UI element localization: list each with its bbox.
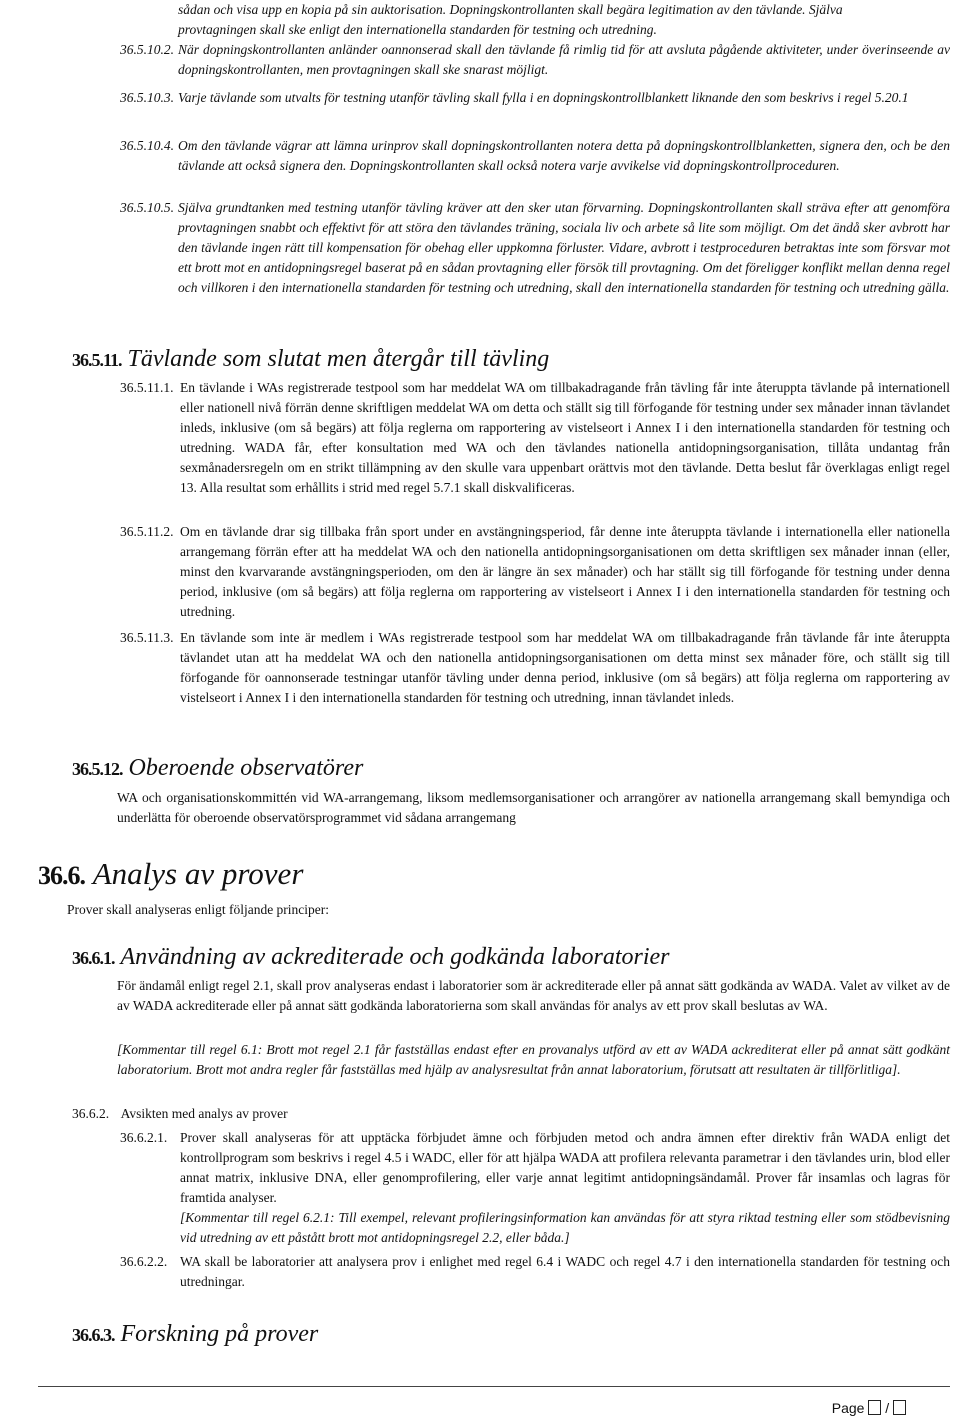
clause-number: 36.6.2.1.	[120, 1130, 168, 1145]
clause-text: Själva grundtanken med testning utanför tävling kräver att den sker utan förvarning. Dopningskontrollanten skall sträva efter att genomföra provtagningen snabbt och effektivt för att störa den tävlandes träning, sociala liv och arbete så lite som möjligt. Om det ändå sker avbrott har den tävlande ingen rätt till kompensation för obehag eller uppkomna förluster. Vidare, avbrott i testproceduren betraktas inte som försvar mot ett brott mot en antidopningsregel baserat på en sådan provtagning eller försök till provtagning. Om det föreligger konflikt mellan denna regel och villkoren i den internationella standarden för testning och utredning, skall den internationella standarden för testning och utredning gälla.	[178, 200, 950, 295]
heading-title: Användning av ackrediterade och godkända laboratorier	[120, 944, 670, 970]
continuation-text	[178, 0, 950, 40]
section-heading-36-5-12	[72, 753, 363, 784]
page-label: Page	[831, 1400, 865, 1416]
heading-title: Oberoende observatörer	[128, 755, 364, 781]
page-total-placeholder-icon	[893, 1400, 906, 1415]
paragraph-accredited-labs: För ändamål enligt regel 2.1, skall prov analyseras endast i laboratorier som är ackrediterade eller på annat sätt godkända av WADA. Valet av vilket av de av WADA ackrediterade eller på annat sätt godkända laboratorierna som skall användas för analys av ett prov skall beslutas av WA.	[117, 978, 950, 1013]
clause-36-5-10-4	[120, 136, 950, 176]
page-footer	[832, 1398, 906, 1418]
clause-text: Prover skall analyseras för att upptäcka förbjudet ämne och förbjuden metod och andra ämnen efter direktiv från WADA enligt det kontrollprogram som beskrivs i regel 4.5 i WADC, eller för att hjälpa WADA att profilera relevanta parametrar i den tävlandes urin, blod eller annat matrix, inklusive DNA, eller genomprofilering, eller varje annat legitimt antidopningsändamål. Prover får insamlas och lagras för framtida analyser.	[180, 1130, 950, 1205]
text-line: sådan och visa upp en kopia på sin auktorisation. Dopningskontrollanten skall begära legitimation av den tävlande. Själva	[178, 2, 843, 17]
page-number-placeholder-icon	[868, 1400, 881, 1415]
clause-number: 36.5.10.5.	[120, 200, 174, 215]
heading-number: 36.5.12.	[72, 759, 123, 779]
subsection-36-6-2	[72, 1104, 772, 1124]
comment-rule-6-1: [Kommentar till regel 6.1: Brott mot regel 2.1 får fastställas endast efter en provanalys utförd av ett av WADA ackrediterat eller på annat sätt godkänt laboratorium. Brott mot andra regler får fastställas med hjälp av analysresultat från annat laboratorium, förutsatt att resultaten är tillförlitliga].	[117, 1042, 950, 1077]
clause-36-5-11-2	[120, 522, 950, 622]
clause-number: 36.5.10.3.	[120, 90, 174, 105]
subsection-number: 36.6.2.	[72, 1106, 110, 1121]
clause-comment: [Kommentar till regel 6.2.1: Till exempel, relevant profileringsinformation kan användas för att styra riktad testning eller som stödbevisning vid utredning av ett påstått brott mot antidopningsregel 2.2, eller båda.]	[180, 1210, 950, 1245]
clause-number: 36.5.10.2.	[120, 42, 174, 57]
heading-number: 36.6.	[38, 861, 85, 890]
clause-36-5-11-3	[120, 628, 950, 708]
section-heading-36-6-1	[72, 942, 670, 973]
footer-divider	[38, 1386, 950, 1387]
clause-number: 36.6.2.2.	[120, 1254, 168, 1269]
text-line: provtagningen skall ske enligt den internationella standarden för testning och utredning.	[178, 22, 657, 37]
paragraph-independent-observers: WA och organisationskommittén vid WA-arrangemang, liksom medlemsorganisationer och arrangörer av nationella arrangemang skall bemyndiga och underlätta för oberoende observatörsprogrammet vid sådana arrangemang	[117, 790, 950, 825]
subsection-title: Avsikten med analys av prover	[120, 1106, 288, 1121]
section-heading-36-6-3	[72, 1319, 318, 1350]
clause-text: En tävlande i WAs registrerade testpool som har meddelat WA om tillbakadragande från tävling får inte återuppta tävlande på internationell eller nationell nivå förrän denne skriftligen meddelat WA om detta och ställt sig till förfogande för testning under sex månader innan tävlandet inleds, inklusive (om så begärs) att följa reglerna om rapportering av vistelseort i Annex I i den internationella standarden för testning och utredning. WADA får, efter konsultation med WA och den tävlandes nationella antidopningsorganisation, tillåta undantag från sexmånadersregeln om en strikt tillämpning av den skulle vara uppenbart orättvis mot den tävlande. Detta beslut får överklagas enligt regel 13. Alla resultat som erhållits i strid med regel 5.7.1 skall diskvalificeras.	[180, 380, 950, 495]
clause-36-6-2-1	[120, 1128, 950, 1248]
heading-title: Analys av prover	[92, 856, 304, 891]
heading-title: Forskning på prover	[120, 1321, 319, 1347]
clause-number: 36.5.11.3.	[120, 630, 174, 645]
page-separator: /	[885, 1400, 890, 1416]
heading-number: 36.6.1.	[72, 948, 115, 968]
clause-36-5-10-3	[120, 88, 950, 108]
heading-number: 36.5.11.	[72, 350, 122, 370]
clause-36-5-10-5	[120, 198, 950, 298]
clause-text: En tävlande som inte är medlem i WAs registrerade testpool som har meddelat WA om tillbakadragande från tävlande får inte återuppta tävlandet utan att ha meddelat WA och den nationella antidopningsorganisationen om detta minst sex månader före, och ställt sig till förfogande för oannonserade testningar utanför tävling under denna period, inklusive (om så begärs) att följa reglerna om rapportering av vistelseort i Annex I i den internationella standarden för testning och utredning, innan tävlandet inleds.	[180, 630, 950, 705]
clause-number: 36.5.11.1.	[120, 380, 174, 395]
clause-text: WA skall be laboratorier att analysera prov i enlighet med regel 6.4 i WADC och regel 4.7 i den internationella standarden för testning och utredningar.	[180, 1254, 950, 1289]
clause-36-5-11-1	[120, 378, 950, 498]
clause-36-6-2-2	[120, 1252, 950, 1292]
paragraph-principles: Prover skall analyseras enligt följande principer:	[67, 902, 330, 917]
clause-text: Om en tävlande drar sig tillbaka från sport under en avstängningsperiod, får denne inte återuppta tävlande i internationella eller nationella arrangemang förrän efter att ha meddelat WA och den nationella antidopningsorganisationen om detta skriftligen sex månader innan (eller, minst den kvarvarande avstängningsperioden, om den är längre än sex månader) och har ställt sig till förfogande för testning under denna period, inklusive (om så begärs) att följa reglerna om rapportering av vistelseort i Annex I i den internationella standarden för testning och utredning.	[180, 524, 950, 619]
clause-number: 36.5.10.4.	[120, 138, 174, 153]
section-heading-36-6	[38, 856, 303, 894]
heading-title: Tävlande som slutat men återgår till tävling	[127, 346, 550, 372]
clause-36-5-10-2	[120, 40, 950, 80]
clause-text: När dopningskontrollanten anländer oannonserad skall den tävlande få rimlig tid för att avsluta pågående aktiviteter, under överinseende av dopningskontrollanten, men provtagningen skall ske snarast möjligt.	[178, 42, 950, 77]
clause-text: Om den tävlande vägrar att lämna urinprov skall dopningskontrollanten notera detta på dopningskontrollblanketten, signera den, och be den tävlande att också signera den. Dopningskontrollanten skall också notera varje avvikelse vid dopningskontrollproceduren.	[178, 138, 950, 173]
clause-text: Varje tävlande som utvalts för testning utanför tävling skall fylla i en dopningskontrollblankett liknande den som beskrivs i regel 5.20.1	[178, 90, 909, 105]
heading-number: 36.6.3.	[72, 1325, 115, 1345]
clause-number: 36.5.11.2.	[120, 524, 174, 539]
section-heading-36-5-11	[72, 344, 549, 375]
